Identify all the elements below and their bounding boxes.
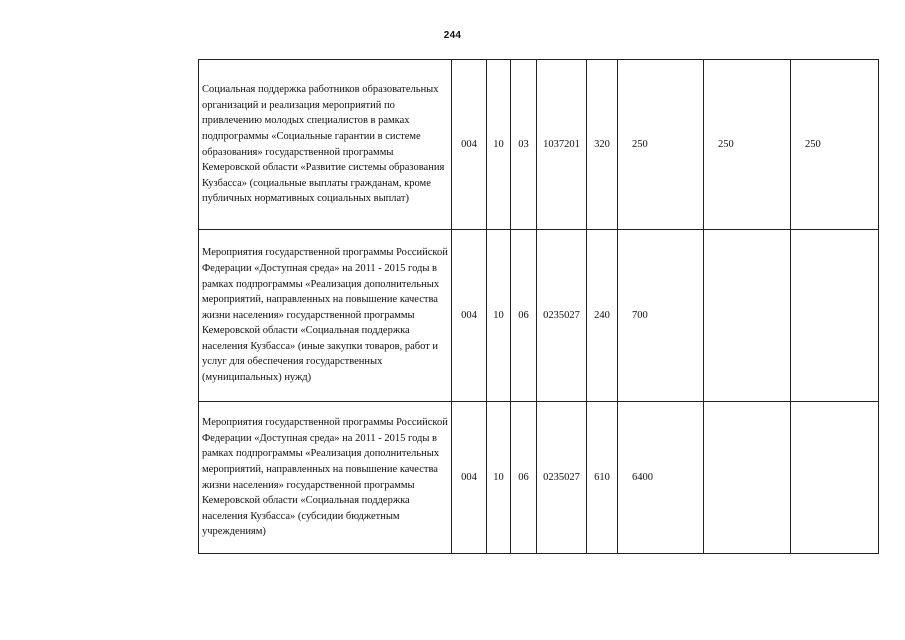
amount-year-1: 700 [618,230,704,402]
table-row [199,402,879,554]
target-article-code: 0235027 [537,402,587,554]
page-number: 244 [443,30,462,41]
subsection-code: 06 [511,402,537,554]
ministry-code: 004 [452,230,487,402]
table-row [199,60,879,230]
row-description: Мероприятия государственной программы Российской Федерации «Доступная среда» на 2011 - 2015 годы в рамках подпрограммы «Реализация дополнительных мероприятий, направленных на повышение качества жизни населения» государственной программы Кемеровской области «Социальная поддержка населения Кузбасса» (иные закупки товаров, работ и услуг для обеспечения государственных (муниципальных) нужд) [199,230,452,402]
budget-table [198,59,879,554]
amount-year-1: 250 [618,60,704,230]
table-row [199,230,879,402]
subsection-code: 06 [511,230,537,402]
expense-type-code: 240 [587,230,618,402]
expense-type-code: 320 [587,60,618,230]
ministry-code: 004 [452,402,487,554]
target-article-code: 1037201 [537,60,587,230]
section-code: 10 [487,60,511,230]
section-code: 10 [487,402,511,554]
amount-year-3 [791,230,879,402]
amount-year-3 [791,402,879,554]
subsection-code: 03 [511,60,537,230]
amount-year-2 [704,230,791,402]
section-code: 10 [487,230,511,402]
amount-year-1: 6400 [618,402,704,554]
ministry-code: 004 [452,60,487,230]
amount-year-2: 250 [704,60,791,230]
amount-year-2 [704,402,791,554]
target-article-code: 0235027 [537,230,587,402]
amount-year-3: 250 [791,60,879,230]
row-description: Мероприятия государственной программы Российской Федерации «Доступная среда» на 2011 - 2015 годы в рамках подпрограммы «Реализация дополнительных мероприятий, направленных на повышение качества жизни населения» государственной программы Кемеровской области «Социальная поддержка населения Кузбасса» (субсидии бюджетным учреждениям) [199,402,452,554]
row-description: Социальная поддержка работников образовательных организаций и реализация мероприятий по привлечению молодых специалистов в рамках подпрограммы «Социальные гарантии в системе образования» государственной программы Кемеровской области «Развитие системы образования Кузбасса» (социальные выплаты гражданам, кроме публичных нормативных социальных выплат) [199,60,452,230]
expense-type-code: 610 [587,402,618,554]
